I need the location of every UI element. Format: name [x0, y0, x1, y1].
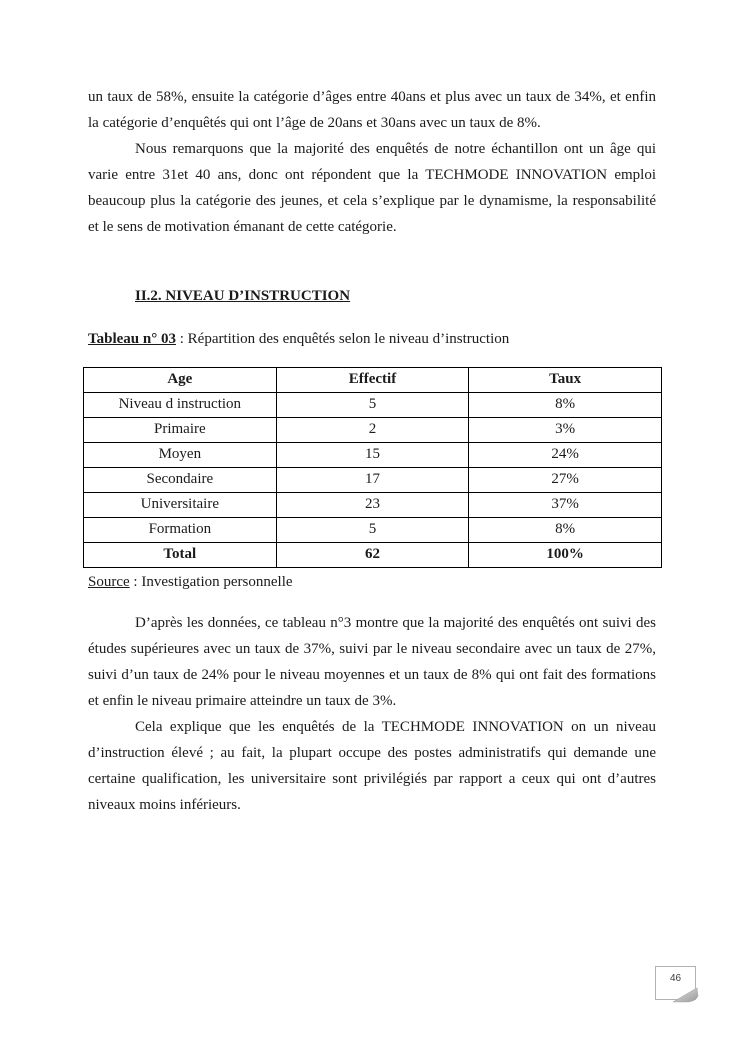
- table-cell-total-label: Total: [84, 543, 277, 568]
- page-number: 46: [669, 973, 682, 984]
- paragraph-age-analysis: Nous remarquons que la majorité des enquêtés de notre échantillon ont un âge qui varie entre 31et 40 ans, donc ont répondent que la TECHMODE INNOVATION emploi beaucoup plus la catégorie des jeunes, et cela s’explique par le dynamisme, la responsabilité et le sens de motivation émanant de cette catégorie.: [88, 141, 656, 235]
- table-caption-label: Tableau n° 03: [88, 331, 176, 347]
- paragraph-age-rates: un taux de 58%, ensuite la catégorie d’âges entre 40ans et plus avec un taux de 34%, et enfin la catégorie d’enquêtés qui ont l’âge de 20ans et 30ans avec un taux de 8%.: [88, 89, 656, 131]
- source-line: [88, 569, 656, 595]
- table-cell: 24%: [469, 443, 662, 468]
- page-content: [88, 84, 656, 818]
- table-header-row: [84, 368, 662, 393]
- table-row: [84, 518, 662, 543]
- table-cell: 37%: [469, 493, 662, 518]
- table-cell-total-effectif: 62: [276, 543, 469, 568]
- table-cell: Niveau d instruction: [84, 393, 277, 418]
- table-cell: 8%: [469, 393, 662, 418]
- table-row: [84, 468, 662, 493]
- table-caption: [88, 326, 656, 352]
- source-text: : Investigation personnelle: [129, 574, 293, 590]
- table-cell: 5: [276, 518, 469, 543]
- instruction-level-table: [83, 367, 662, 568]
- table-header-taux: Taux: [469, 368, 662, 393]
- table-cell: 27%: [469, 468, 662, 493]
- table-header-effectif: Effectif: [276, 368, 469, 393]
- table-cell: 2: [276, 418, 469, 443]
- table-caption-rest: : Répartition des enquêtés selon le niveau d’instruction: [175, 331, 510, 347]
- table-total-row: [84, 543, 662, 568]
- table-cell-total-taux: 100%: [469, 543, 662, 568]
- table-cell: 8%: [469, 518, 662, 543]
- table-cell: Secondaire: [84, 468, 277, 493]
- table-header-age: Age: [84, 368, 277, 393]
- table-cell: Formation: [84, 518, 277, 543]
- paragraph-conclusion: Cela explique que les enquêtés de la TECHMODE INNOVATION on un niveau d’instruction élevé ; au fait, la plupart occupe des postes administratifs qui demande une certaine qualification, les universitaire sont privilégiés par rapport a ceux qui ont d’autres niveaux moins inférieurs.: [88, 719, 656, 813]
- table-cell: Universitaire: [84, 493, 277, 518]
- table-cell: 3%: [469, 418, 662, 443]
- page-number-badge: [655, 966, 696, 1000]
- table-cell: Primaire: [84, 418, 277, 443]
- page-corner-fold-icon: [673, 987, 699, 1003]
- table-cell: 15: [276, 443, 469, 468]
- table-row: [84, 393, 662, 418]
- section-heading-text: II.2. NIVEAU D’INSTRUCTION: [135, 288, 351, 304]
- table-cell: Moyen: [84, 443, 277, 468]
- table-row: [84, 418, 662, 443]
- source-label: Source: [88, 574, 130, 590]
- table-row: [84, 443, 662, 468]
- table-cell: 23: [276, 493, 469, 518]
- table-cell: 17: [276, 468, 469, 493]
- section-heading: [135, 283, 656, 309]
- table-cell: 5: [276, 393, 469, 418]
- paragraph-table-analysis: D’après les données, ce tableau n°3 montre que la majorité des enquêtés ont suivi des études supérieures avec un taux de 37%, suivi par le niveau secondaire avec un taux de 27%, suivi d’un taux de 24% pour le niveau moyennes et un taux de 8% qui ont fait des formations et enfin le niveau primaire atteindre un taux de 3%.: [88, 615, 656, 709]
- table-row: [84, 493, 662, 518]
